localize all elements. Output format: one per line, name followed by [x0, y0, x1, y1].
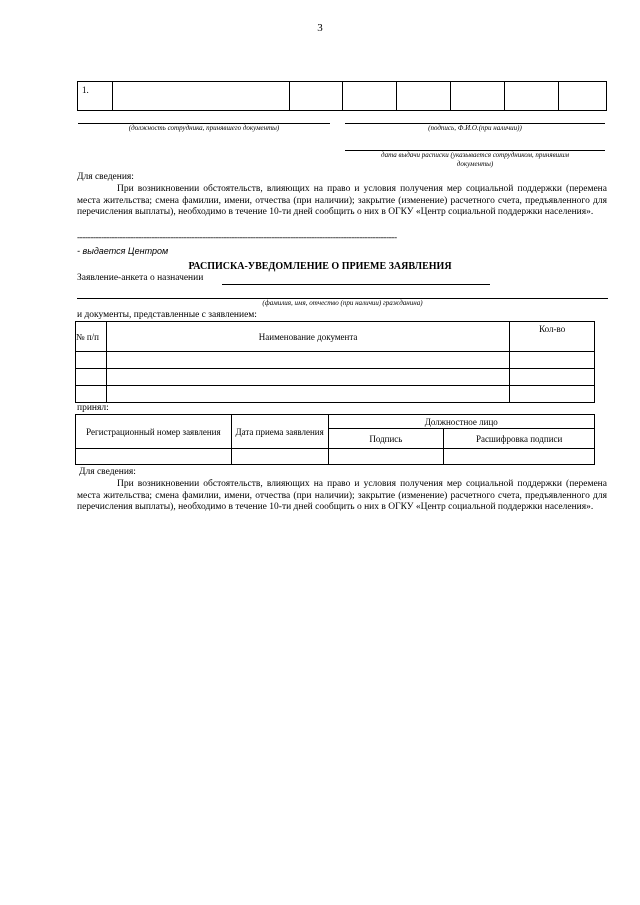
table-cell[interactable] [505, 82, 559, 111]
table-cell[interactable] [343, 82, 397, 111]
col-header-signature: Подпись [328, 429, 444, 449]
table-cell[interactable] [559, 82, 607, 111]
table-header-row [76, 322, 595, 352]
col-header-official: Должностное лицо [328, 415, 594, 429]
table-cell[interactable] [444, 449, 595, 465]
table-cell[interactable] [76, 386, 107, 403]
table-cell[interactable] [231, 449, 328, 465]
col-header-reg-number: Регистрационный номер заявления [76, 415, 232, 449]
page-number: 3 [317, 22, 323, 34]
table-row [76, 449, 595, 465]
position-caption: (должность сотрудника, принявшего документы) [128, 124, 280, 132]
table-cell[interactable] [510, 352, 595, 369]
col-header-num: № п/п [76, 322, 107, 352]
table-cell[interactable] [289, 82, 343, 111]
signature-caption: (подпись, Ф.И.О.(при наличии)) [428, 124, 522, 132]
table-cell[interactable] [106, 369, 509, 386]
info-paragraph: При возникновении обстоятельств, влияющих на право и условия получения мер социальной поддержки (перемена места жительства; смена фамилии, имени, отчества (при наличии); закрытие (изменение) расчетного счета, предъявленного для перечисления выплаты), необходимо в течение 10-ти дней сообщить о них в ОГКУ «Центр социальной поддержки населения». [77, 479, 607, 513]
col-header-signature-decode: Расшифровка подписи [444, 429, 595, 449]
application-input-line[interactable] [222, 284, 490, 285]
col-header-qty: Кол-во [510, 322, 595, 352]
info-heading: Для сведения: [79, 467, 136, 477]
date-issue-caption-1: дата выдачи расписки (указывается сотрудником, принявшим [381, 151, 569, 159]
table-cell[interactable] [106, 352, 509, 369]
documents-table [75, 321, 595, 403]
table-cell[interactable] [451, 82, 505, 111]
registration-table [75, 414, 595, 465]
table-row [78, 82, 607, 111]
table-cell[interactable] [76, 369, 107, 386]
table-cell[interactable] [397, 82, 451, 111]
cut-line: ------------------------------------------------------------------------------------------------------------------------ [77, 233, 397, 243]
table-cell[interactable] [112, 82, 289, 111]
row-number-cell: 1. [78, 82, 113, 111]
fio-caption: (фамилия, имя, отчество (при наличии) гражданина) [262, 299, 423, 307]
date-issue-caption-2: документы) [456, 160, 494, 168]
table-cell[interactable] [510, 386, 595, 403]
table-header-row [76, 415, 595, 429]
table-cell[interactable] [510, 369, 595, 386]
application-label: Заявление-анкета о назначении [77, 273, 204, 283]
info-heading: Для сведения: [77, 172, 134, 182]
accepted-label: принял: [77, 403, 109, 413]
info-paragraph: При возникновении обстоятельств, влияющих на право и условия получения мер социальной поддержки (перемена места жительства; смена фамилии, имени, отчества (при наличии); закрытие (изменение) расчетного счета, предъявленного для перечисления выплаты), необходимо в течение 10-ти дней сообщить о них в ОГКУ «Центр социальной поддержки населения». [77, 184, 607, 218]
col-header-name: Наименование документа [106, 322, 509, 352]
document-row-table [77, 81, 607, 111]
table-cell[interactable] [76, 449, 232, 465]
receipt-title: РАСПИСКА-УВЕДОМЛЕНИЕ О ПРИЕМЕ ЗАЯВЛЕНИЯ [188, 261, 452, 272]
table-row [76, 352, 595, 369]
issued-by-note: - выдается Центром [77, 246, 169, 256]
table-cell[interactable] [328, 449, 444, 465]
table-cell[interactable] [76, 352, 107, 369]
table-row [76, 369, 595, 386]
table-cell[interactable] [106, 386, 509, 403]
table-row [76, 386, 595, 403]
docs-label: и документы, представленные с заявлением: [77, 310, 257, 320]
col-header-date: Дата приема заявления [231, 415, 328, 449]
